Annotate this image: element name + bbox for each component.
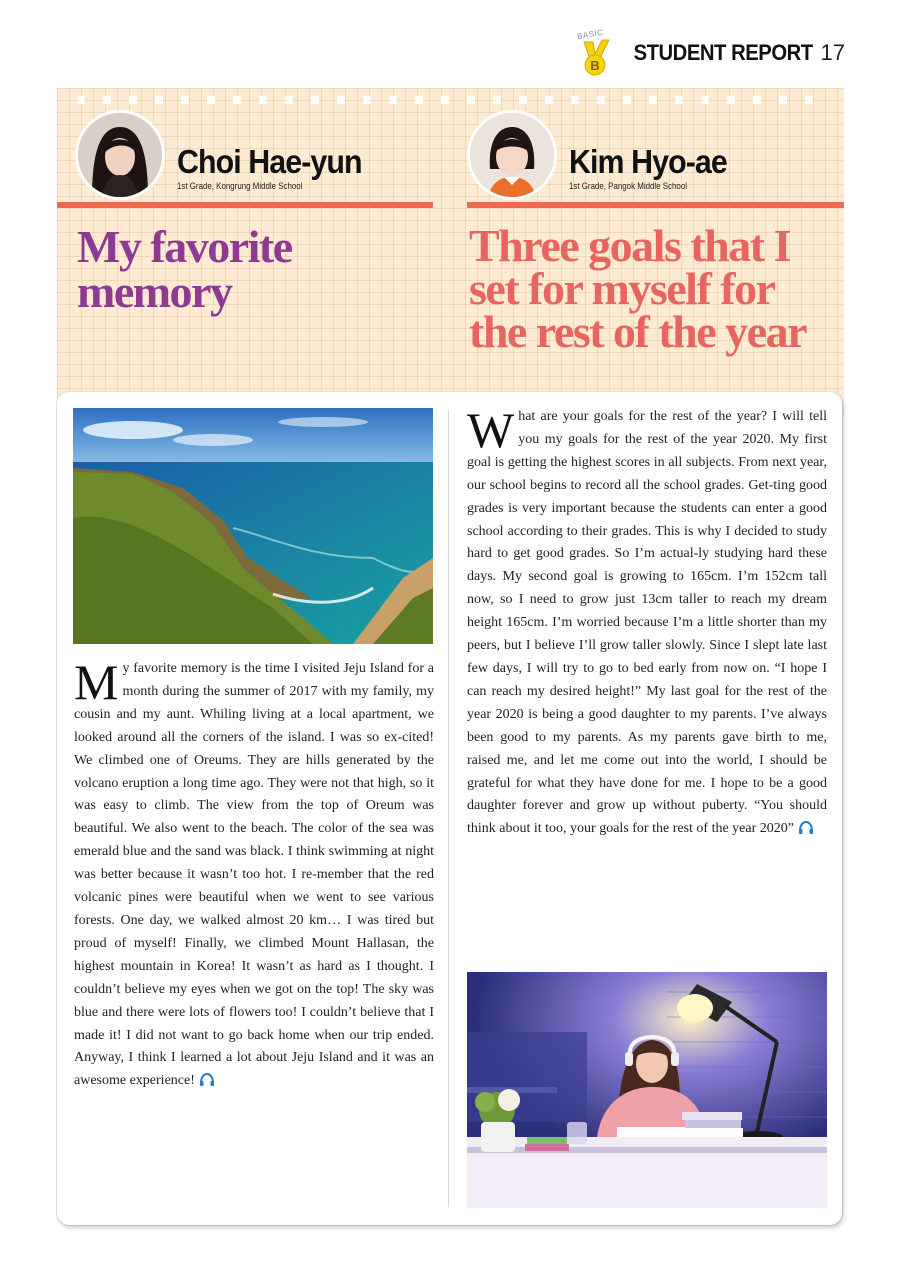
section-title: STUDENT REPORT bbox=[633, 40, 813, 65]
right-article-title: Three goals that I set for myself for the rest of the year bbox=[469, 220, 807, 357]
headphone-icon[interactable] bbox=[798, 821, 814, 844]
coastline-image-icon bbox=[73, 408, 433, 644]
title-panel bbox=[57, 88, 844, 418]
study-desk-image-icon bbox=[467, 972, 827, 1208]
logo-letter: B bbox=[590, 58, 600, 73]
left-author bbox=[75, 110, 378, 200]
drop-cap-left: M bbox=[74, 654, 119, 710]
author-photo-choi bbox=[75, 110, 165, 200]
left-article-title: My favorite memory bbox=[77, 221, 292, 317]
left-accent-bar bbox=[57, 202, 433, 208]
right-accent-bar bbox=[467, 202, 844, 208]
author-name-left: Choi Hae-yun bbox=[177, 143, 362, 180]
drop-cap-right: W bbox=[467, 402, 515, 458]
left-article-body bbox=[74, 654, 434, 1096]
column-divider bbox=[448, 410, 449, 1207]
portrait-icon bbox=[78, 113, 162, 197]
author-school-right: 1st Grade, Pangok Middle School bbox=[569, 181, 687, 191]
jeju-coast-photo bbox=[73, 408, 433, 644]
right-article-body bbox=[467, 402, 827, 844]
headphone-icon[interactable] bbox=[199, 1073, 215, 1096]
portrait-icon bbox=[470, 113, 554, 197]
page-header bbox=[576, 27, 845, 76]
studying-girl-photo bbox=[467, 972, 827, 1208]
page-number: 17 bbox=[820, 40, 845, 65]
author-school-left: 1st Grade, Kongrung Middle School bbox=[177, 181, 303, 191]
left-article-text: y favorite memory is the time I visited Jeju Island for a month during the summer of 2017 with my family, my cousin and my aunt. Whiling living at a local apartment, we looked around all the corners of the island. I was so ex-cited! We climbed one of Oreums. They are hills generated by the volcano eruption a long time ago. They were not that high, so it was easy to climb. The view from the top of Oreum was beautiful. We also went to the beach. The color of the sea was emerald blue and the sand was black. I think swimming at night was better because it wasn’t too hot. I re-member that the red volcanic pines were beautiful when we went to see various forests. One day, we walked almost 20 km… I was tired but proud of myself! Finally, we climbed Mount Hallasan, the highest mountain in Korea! It wasn’t as hard as I thought. I couldn’t believe my eyes when we got on the top! The sky was blue and there were lots of flowers too! I couldn’t believe that I made it! I did not want to go back home when our trip ended. Anyway, I think I learned a lot about Jeju Island and it was an awesome experience! bbox=[74, 661, 434, 1089]
author-name-right: Kim Hyo-ae bbox=[569, 143, 727, 180]
right-article-text: hat are your goals for the rest of the year? I will tell you my goals for the rest of the year 2020. My first goal is getting the highest scores in all subjects. From next year, our school begins to record all the school grades. Get-ting good grades is very important because the students can enter a good school according to their grades. This is why I decided to study hard to get good grades. So I’m actual-ly studying hard these days. My second goal is growing to 165cm. I’m 152cm tall now, so I need to grow just 13cm taller to reach my dream height 165cm. I’m worried because I’m a little shorter than my peers, but I believe I’ll grow taller slowly. Since I slept late last few days, I will try to go to bed early from now on. “I hope I can reach my desired height!” My last goal for the rest of the year 2020 is being a good daughter to my parents. I’ve always been good to my parents. As my parents gave birth to me, raised me, and let me come out into the world, I should be grateful for what they have done for me. I hope to be a good daughter forever and grow up without puberty. “You should think about it too, your goals for the rest of the year 2020” bbox=[467, 409, 827, 837]
logo-basic-label: BASIC bbox=[576, 27, 604, 42]
author-photo-kim bbox=[467, 110, 557, 200]
content-card bbox=[57, 392, 842, 1225]
check-b-logo-icon bbox=[580, 38, 610, 76]
dotted-border bbox=[77, 96, 824, 104]
right-author bbox=[467, 110, 741, 200]
magazine-logo bbox=[576, 27, 610, 76]
